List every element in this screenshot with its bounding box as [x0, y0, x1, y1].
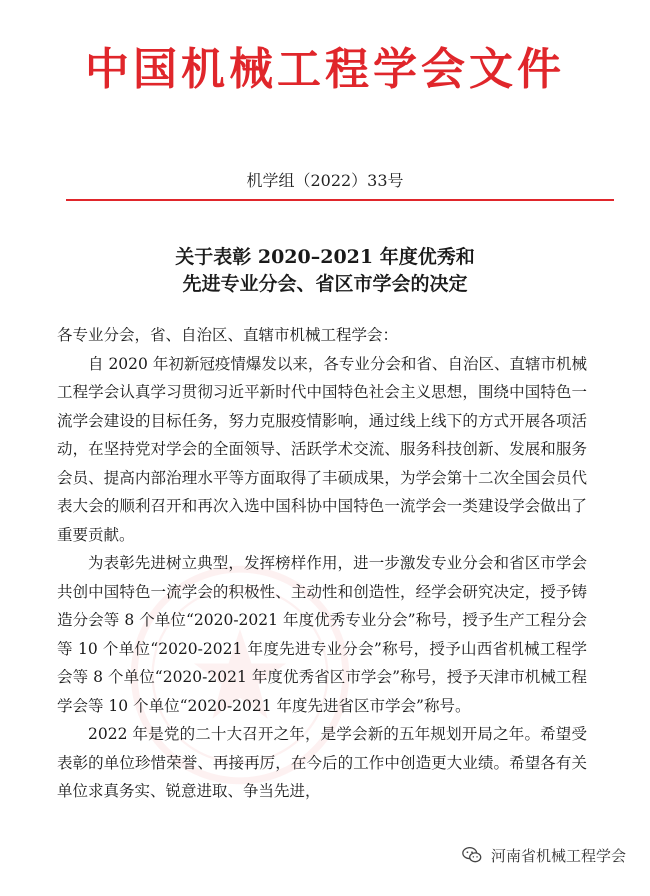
document-title-line-2: 先进专业分会、省区市学会的决定: [182, 273, 468, 295]
watermark-text: 河南省机械工程学会: [490, 846, 626, 865]
document-header-title: 中国机械工程学会文件: [85, 44, 565, 95]
body-paragraph-3: 2022 年是党的二十大召开之年，是学会新的五年规划开局之年。希望受表彰的单位珍惜荣誉、再接再厉，在今后的工作中创造更大业绩。希望各有关单位求真务实、锐意进取、争当先进，: [57, 725, 587, 800]
body-paragraph-1: 自 2020 年初新冠疫情爆发以来，各专业分会和省、自治区、直辖市机械工程学会认真学习贯彻习近平新时代中国特色社会主义思想，围绕中国特色一流学会建设的目标任务，努力克服疫情影响，通过线上线下的方式开展各项活动，在坚持党对学会的全面领导、活跃学术交流、服务科技创新、发展和服务会员、提高内部治理水平等方面取得了丰硕成果，为学会第十二次全国会员代表大会的顺利召开和再次入选中国科协中国特色一流学会一类建设学会做出了重要贡献。: [57, 354, 587, 544]
document-body: [57, 321, 587, 806]
body-paragraph-2: 为表彰先进树立典型，发挥榜样作用，进一步激发专业分会和省区市学会共创中国特色一流学会的积极性、主动性和创造性，经学会研究决定，授予铸造分会等 8 个单位“2020-2021 年度优秀专业分会”称号，授予生产工程分会等 10 个单位“2020-2021 年度先进专业分会”称号，授予山西省机械工程学会等 8 个单位“2020-2021 年度优秀省区市学会”称号，授予天津市机械工程学会等 10 个单位“2020-2021 年度先进省区市学会”称号。: [57, 554, 587, 715]
source-watermark: [461, 844, 626, 866]
header-divider: [66, 199, 614, 201]
document-title: [0, 244, 650, 298]
wechat-icon: [461, 844, 483, 866]
document-title-line-1: 关于表彰 2020–2021 年度优秀和: [175, 246, 475, 268]
document-number: 机学组（2022）33号: [246, 171, 404, 190]
salutation: 各专业分会，省、自治区、直辖市机械工程学会：: [57, 326, 399, 344]
